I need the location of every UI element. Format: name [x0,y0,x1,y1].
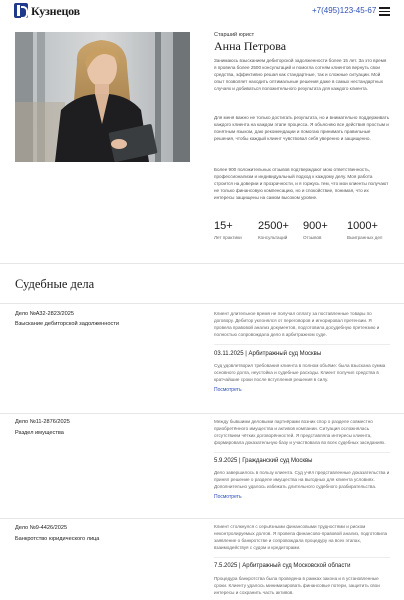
menu-icon[interactable] [379,7,390,16]
lawyer-name: Анна Петрова [214,39,287,53]
lawyer-role: Старший юрист [214,32,255,38]
case-title: Взыскание дебиторской задолженности [15,321,119,327]
case-inner-divider [214,344,390,345]
case-title: Раздел имущества [15,430,64,436]
stat-label: Отзывов [303,235,322,240]
case-date-court: 7.5.2025 | Арбитражный суд Московской области [214,563,351,569]
bio-paragraph: Более 900 положительных отзывов подтверждают мою ответственность, профессионализм и индивидуальный подход к каждому делу. Моя работа строится на доверии и прозрачности, и я горжусь тем, что мои клиенты получают не только финансовую компенсацию, но и спокойствие, понимая, что их интересы защищены на самом высоком уровне. [214,167,389,200]
cases-section-title: Судебные дела [15,277,95,291]
section-divider [0,263,404,264]
case-description: Клиент длительное время не получал оплату за поставленные товары по договору. Дебитор уклонялся от переговоров и игнорировал претензии. Я провела правовой анализ документов, подготовила досудебную претензию и полностью сопровождала дело в арбитражном суде. [214,311,380,337]
case-view-link[interactable]: Посмотреть [214,387,242,393]
logo-icon[interactable] [14,3,28,18]
case-outcome: Дело завершилось в пользу клиента. Суд учёл представленные доказательства и принял решение о разделе имущества на выгодных для клиента условиях. Дополнительно удалось избежать длительного судебного разбирательства. [214,470,390,489]
stat-label: Выигранных дел [347,235,383,240]
case-title: Банкротство юридического лица [15,536,100,542]
case-divider [0,303,404,304]
case-description: Между бывшими деловыми партнёрами возник спор о разделе совместно приобретённого имущества и активов компании. Ситуация осложнялась отсутствием чётких договорённостей. Я представляла интересы клиента, формировала доказательную базу и участвовала во всех судебных заседаниях. [214,419,386,445]
stat-won-cases [347,220,382,240]
stat-value: 2500+ [258,220,289,232]
bio-paragraph: Занимаюсь взысканием дебиторской задолженности более 15 лет. За это время я провела более 2500 консультаций и помогла сотням клиентов вернуть свои средства, эффективно решая как стандартные, так и сложные ситуации. Мой опыт позволяет находить оптимальные решения даже в самых нестандартных случаях и добиваться положительного результата для каждого клиента. [214,58,387,91]
phone-link[interactable]: +7(495)123-45-67 [312,6,377,15]
case-number: Дело №9-4426/2025 [15,525,68,531]
stat-label: Лет практики [214,235,242,240]
stat-label: Консультаций [258,235,288,240]
stat-consultations [258,220,289,240]
case-description: Клиент столкнулся с серьёзными финансовыми трудностями и риском неконтролируемых долгов. Я провела финансово-правовой анализ, подготовила заявление о банкротстве и сопровождала процедуру на всех этапах, взаимодействуя с судом и кредиторами. [214,524,388,550]
lawyer-photo [15,32,190,162]
case-divider [0,413,404,414]
bio-paragraph: Для меня важно не только достигать результата, но и внимательно поддерживать каждого клиента на каждом этапе процесса. Я объясняю все действия простым и понятным языком, даю рекомендации и помогаю принимать правильные решения, чтобы каждый клиент чувствовал себя уверенно и защищенно. [214,115,390,141]
stat-value: 15+ [214,220,233,232]
stat-value: 1000+ [347,220,378,232]
case-inner-divider [214,557,390,558]
case-view-link[interactable]: Посмотреть [214,494,242,500]
case-number: Дело №А32-2823/2025 [15,311,74,317]
case-date-court: 03.11.2025 | Арбитражный суд Москвы [214,351,322,357]
stat-years [214,220,242,240]
case-inner-divider [214,452,390,453]
case-outcome: Суд удовлетворил требования клиента в полном объёме: была взыскана сумма основного долга, неустойка и судебные расходы. Клиент получил средства в кратчайшие сроки после вступления решения в силу. [214,363,386,382]
logo-text[interactable]: Кузнецов [31,4,80,18]
stat-value: 900+ [303,220,328,232]
stat-reviews [303,220,328,240]
case-date-court: 5.9.2025 | Гражданский суд Москвы [214,458,313,464]
lawyer-portrait-image [15,32,190,162]
case-number: Дело №11-2876/2025 [15,419,70,425]
site-header [0,0,404,24]
case-divider [0,518,404,519]
case-outcome: Процедура банкротства была проведена в рамках закона и в установленные сроки. Клиенту удалось минимизировать финансовые потери, защитить свои интересы и сохранить часть активов. [214,576,380,595]
